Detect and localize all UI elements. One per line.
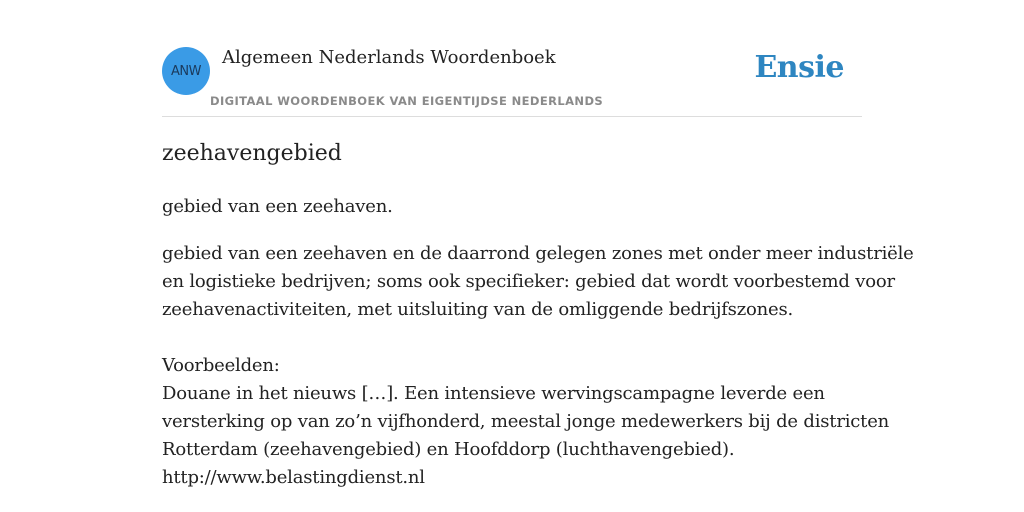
header <box>162 40 862 117</box>
long-definition <box>162 240 914 324</box>
headword-title: zeehavengebied <box>162 141 342 166</box>
example-line: versterking op van zo’n vijfhonderd, meestal jonge medewerkers bij de districten <box>162 411 890 432</box>
anw-logo-text: ANW <box>171 63 201 79</box>
dictionary-subtitle: DIGITAAL WOORDENBOEK VAN EIGENTIJDSE NEDERLANDS <box>210 94 604 108</box>
anw-logo[interactable] <box>162 47 210 95</box>
dictionary-title[interactable]: Algemeen Nederlands Woordenboek <box>222 47 556 68</box>
examples-section <box>162 352 890 492</box>
examples-label: Voorbeelden: <box>162 355 280 376</box>
long-definition-line: zeehavenactiviteiten, met uitsluiting van de omliggende bedrijfszones. <box>162 299 794 320</box>
long-definition-line: en logistieke bedrijven; soms ook specifieker: gebied dat wordt voorbestemd voor <box>162 271 895 292</box>
ensie-brand-logo[interactable]: Ensie <box>754 50 844 85</box>
example-source-link[interactable]: http://www.belastingdienst.nl <box>162 467 425 488</box>
example-line: Douane in het nieuws […]. Een intensieve wervingscampagne leverde een <box>162 383 825 404</box>
long-definition-line: gebied van een zeehaven en de daarrond gelegen zones met onder meer industriële <box>162 243 914 264</box>
example-line: Rotterdam (zeehavengebied) en Hoofddorp (luchthavengebied). <box>162 439 735 460</box>
short-definition: gebied van een zeehaven. <box>162 196 393 217</box>
entry-content <box>162 193 914 492</box>
